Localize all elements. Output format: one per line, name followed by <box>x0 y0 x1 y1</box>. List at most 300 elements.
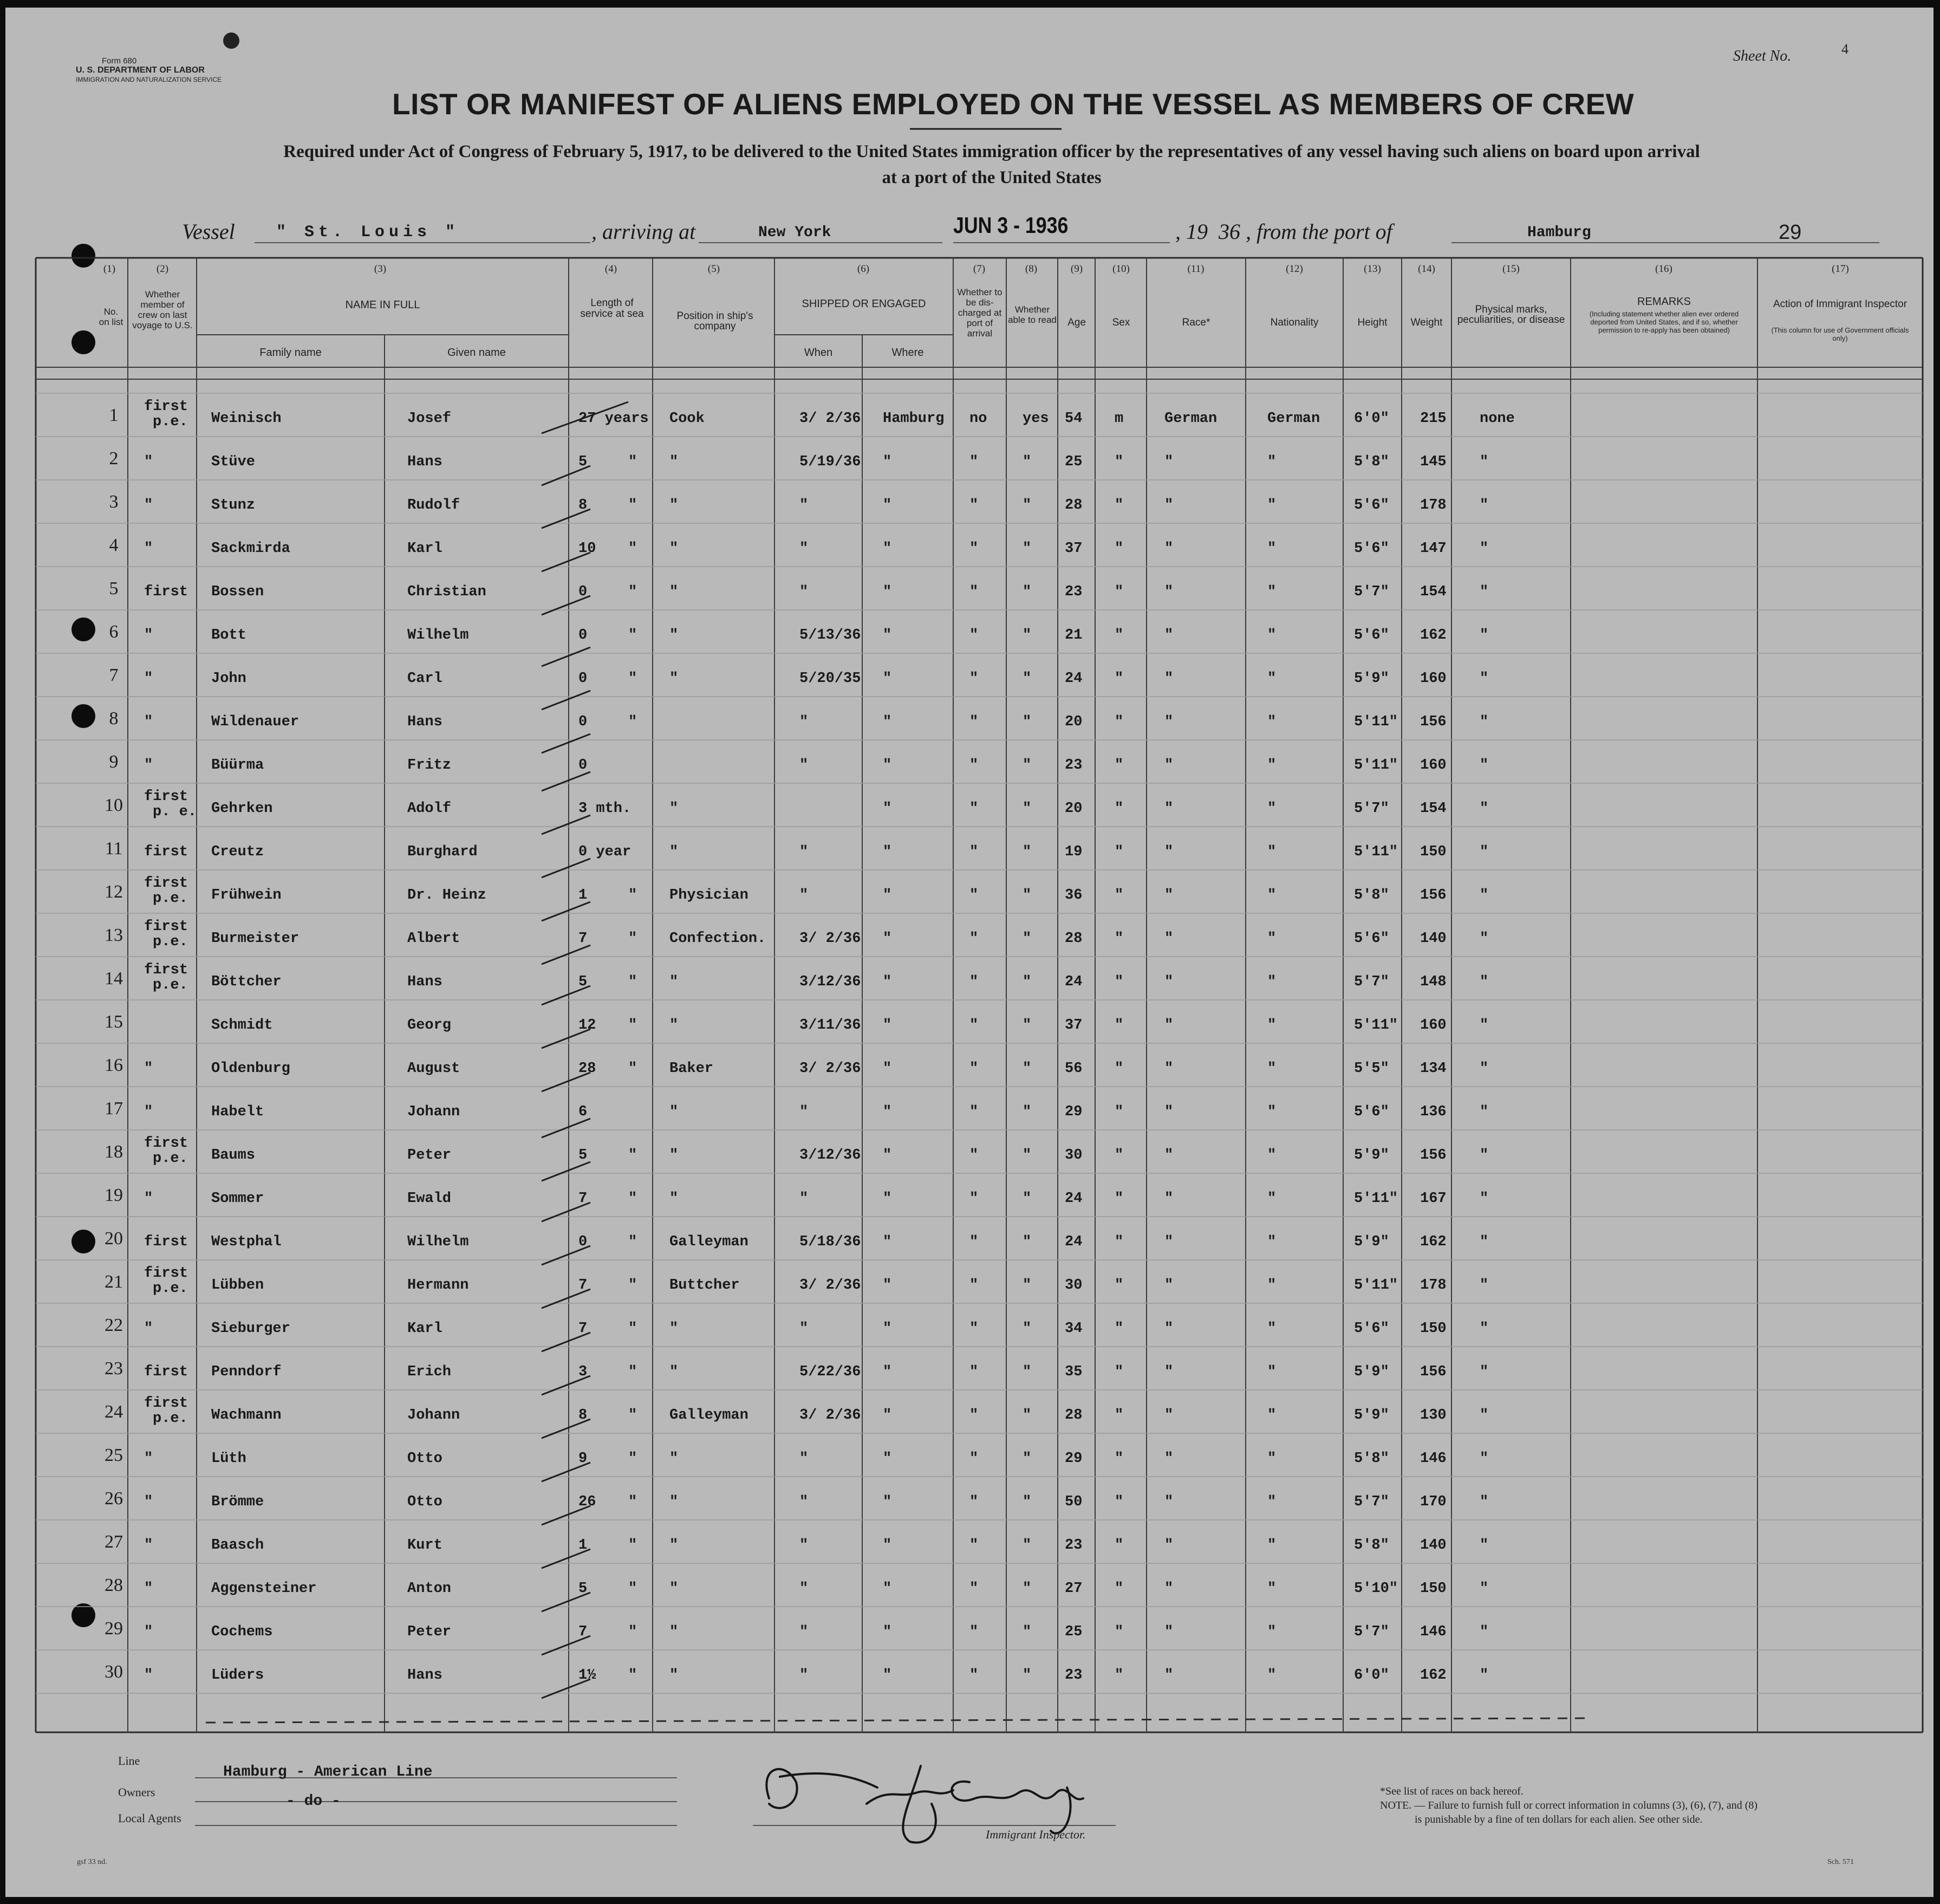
shipped-where: " <box>883 974 892 990</box>
age: 29 <box>1065 1451 1083 1467</box>
col-number: (1) <box>103 263 116 275</box>
physical-marks: " <box>1480 454 1489 470</box>
physical-marks: " <box>1480 757 1489 774</box>
member-last-voyage-port-entry: p. e. <box>153 804 197 820</box>
header-shipped: SHIPPED OR ENGAGED <box>802 298 926 310</box>
family-name: Brömme <box>211 1494 264 1510</box>
row-number: 22 <box>105 1315 123 1335</box>
length-of-service: 28 <box>578 1061 596 1077</box>
header-remarks: REMARKS <box>1637 296 1691 308</box>
given-name: Otto <box>407 1451 442 1467</box>
line-value: Hamburg - American Line <box>223 1764 433 1780</box>
to-be-discharged: " <box>969 887 979 904</box>
sex: " <box>1115 1061 1124 1077</box>
given-name: Ewald <box>407 1191 452 1207</box>
given-name: Hermann <box>407 1277 469 1294</box>
shipped-where: " <box>883 1624 892 1640</box>
height: 5'8" <box>1354 1451 1389 1467</box>
races-note: *See list of races on back hereof. <box>1380 1785 1524 1797</box>
age: 37 <box>1065 1017 1083 1034</box>
position: " <box>669 627 679 644</box>
length-of-service: 7 <box>578 1191 588 1207</box>
length-of-service: 0 <box>578 714 588 730</box>
to-be-discharged: " <box>969 1104 979 1120</box>
able-to-read: " <box>1023 454 1032 470</box>
race: " <box>1164 584 1174 600</box>
weight: 145 <box>1420 454 1447 470</box>
shipped-where: " <box>883 1537 892 1554</box>
age: 28 <box>1065 1407 1083 1424</box>
nationality: " <box>1267 1407 1277 1424</box>
height: 5'7" <box>1354 974 1389 990</box>
age: 50 <box>1065 1494 1083 1510</box>
to-be-discharged: " <box>969 1451 979 1467</box>
family-name: Wildenauer <box>211 714 300 730</box>
age: 20 <box>1065 714 1083 730</box>
height: 5'11" <box>1354 757 1398 774</box>
nationality: " <box>1267 1147 1277 1164</box>
family-name: Lüders <box>211 1667 264 1684</box>
sex: " <box>1115 1234 1124 1250</box>
col-number: (15) <box>1502 263 1520 275</box>
given-name: Johann <box>407 1104 460 1120</box>
able-to-read: " <box>1023 1537 1032 1554</box>
given-name: Adolf <box>407 801 452 817</box>
weight: 154 <box>1420 801 1447 817</box>
sex: m <box>1115 411 1124 427</box>
col-number: (7) <box>973 263 986 275</box>
height: 5'10" <box>1354 1581 1398 1597</box>
given-name: Rudolf <box>407 497 460 514</box>
member-last-voyage-port-entry: p.e. <box>153 977 188 993</box>
race: " <box>1164 1321 1174 1337</box>
member-last-voyage: " <box>144 757 153 774</box>
shipped-when: 3/ 2/36 <box>799 1277 861 1294</box>
weight: 136 <box>1420 1104 1447 1120</box>
shipped-when: 3/12/36 <box>799 1147 861 1164</box>
physical-marks: " <box>1480 714 1489 730</box>
age: 23 <box>1065 1667 1083 1684</box>
shipped-where: " <box>883 1667 892 1684</box>
shipped-when: 5/13/36 <box>799 627 861 644</box>
sex: " <box>1115 974 1124 990</box>
subtitle-line-1: Required under Act of Congress of February 5, 1917, to be delivered to the United States immigration officer by the representatives of any vessel having such aliens on board upon arrival <box>283 142 1700 161</box>
header-given-name: Given name <box>447 347 506 359</box>
family-name: Aggensteiner <box>211 1581 317 1597</box>
to-be-discharged: " <box>969 1191 979 1207</box>
nationality: " <box>1267 1234 1277 1250</box>
position: Confection. <box>669 931 766 947</box>
age: 23 <box>1065 584 1083 600</box>
shipped-where: " <box>883 1494 892 1510</box>
member-last-voyage: " <box>144 627 153 644</box>
able-to-read: " <box>1023 1667 1032 1684</box>
physical-marks: " <box>1480 1191 1489 1207</box>
row-number: 7 <box>109 665 119 685</box>
vessel-name: " St. Louis " <box>276 223 460 242</box>
physical-marks: " <box>1480 1581 1489 1597</box>
service-ditto-mark: " <box>628 1624 637 1640</box>
physical-marks: " <box>1480 1537 1489 1554</box>
able-to-read: " <box>1023 1061 1032 1077</box>
col-number: (2) <box>156 263 169 275</box>
weight: 150 <box>1420 1581 1447 1597</box>
service-ditto-mark: " <box>628 1451 637 1467</box>
family-name: Sackmirda <box>211 541 290 557</box>
age: 25 <box>1065 1624 1083 1640</box>
length-of-service: 27 years <box>578 411 649 427</box>
length-of-service: 5 <box>578 1581 588 1597</box>
sex: " <box>1115 1277 1124 1294</box>
service-ditto-mark: " <box>628 1581 637 1597</box>
race: " <box>1164 1234 1174 1250</box>
sex: " <box>1115 1364 1124 1380</box>
shipped-when: " <box>799 584 809 600</box>
height: 5'9" <box>1354 671 1389 687</box>
weight: 150 <box>1420 1321 1447 1337</box>
nationality: " <box>1267 844 1277 860</box>
shipped-where: " <box>883 1407 892 1424</box>
header-position: Position in ship's company <box>676 310 753 332</box>
row-number: 12 <box>105 882 123 902</box>
age: 36 <box>1065 887 1083 904</box>
age: 24 <box>1065 974 1083 990</box>
service-ditto-mark: " <box>628 1407 637 1424</box>
list-number: 29 <box>1779 221 1802 244</box>
able-to-read: " <box>1023 627 1032 644</box>
header-name-in-full: NAME IN FULL <box>345 299 420 311</box>
length-of-service: 7 <box>578 1321 588 1337</box>
given-name: Carl <box>407 671 442 687</box>
family-name: Böttcher <box>211 974 282 990</box>
length-of-service: 7 <box>578 1277 588 1294</box>
given-name: Hans <box>407 974 442 990</box>
able-to-read: " <box>1023 931 1032 947</box>
shipped-where: " <box>883 671 892 687</box>
family-name: John <box>211 671 246 687</box>
weight: 134 <box>1420 1061 1447 1077</box>
sex: " <box>1115 627 1124 644</box>
family-name: Creutz <box>211 844 264 860</box>
able-to-read: " <box>1023 1234 1032 1250</box>
race: " <box>1164 931 1174 947</box>
weight: 150 <box>1420 844 1447 860</box>
length-of-service: 1½ <box>578 1667 596 1684</box>
race: " <box>1164 1277 1174 1294</box>
service-ditto-mark: " <box>628 454 637 470</box>
row-number: 3 <box>109 492 119 512</box>
shipped-when: " <box>799 541 809 557</box>
age: 28 <box>1065 497 1083 514</box>
physical-marks: " <box>1480 671 1489 687</box>
position: Physician <box>669 887 748 904</box>
member-last-voyage-port-entry: p.e. <box>153 891 188 907</box>
row-number: 9 <box>109 752 119 772</box>
position: " <box>669 497 679 514</box>
able-to-read: " <box>1023 497 1032 514</box>
position: " <box>669 1147 679 1164</box>
position: " <box>669 1191 679 1207</box>
row-number: 14 <box>105 969 123 989</box>
position: " <box>669 1104 679 1120</box>
position: " <box>669 1017 679 1034</box>
given-name: Kurt <box>407 1537 442 1554</box>
member-last-voyage: first <box>144 875 188 892</box>
age: 23 <box>1065 1537 1083 1554</box>
header-action-note: (This column for use of Government officials only) <box>1771 326 1909 342</box>
row-number: 18 <box>105 1142 123 1162</box>
to-be-discharged: " <box>969 454 979 470</box>
nationality: German <box>1267 411 1320 427</box>
sex: " <box>1115 1581 1124 1597</box>
physical-marks: " <box>1480 931 1489 947</box>
age: 37 <box>1065 541 1083 557</box>
sex: " <box>1115 1537 1124 1554</box>
sheet-label: Sheet No. <box>1733 48 1792 64</box>
physical-marks: " <box>1480 844 1489 860</box>
family-name: Baums <box>211 1147 256 1164</box>
family-name: Burmeister <box>211 931 300 947</box>
length-of-service: 7 <box>578 1624 588 1640</box>
header-sex: Sex <box>1112 317 1130 328</box>
length-of-service: 1 <box>578 1537 588 1554</box>
service-ditto-mark: " <box>628 887 637 904</box>
family-name: Frühwein <box>211 887 282 904</box>
nationality: " <box>1267 671 1277 687</box>
given-name: Christian <box>407 584 486 600</box>
to-be-discharged: " <box>969 1321 979 1337</box>
row-number: 16 <box>105 1055 123 1075</box>
height: 5'9" <box>1354 1147 1389 1164</box>
physical-marks: " <box>1480 1667 1489 1684</box>
year-value: 36 <box>1219 219 1240 244</box>
length-of-service: 0 year <box>578 844 632 860</box>
row-number: 26 <box>105 1489 123 1509</box>
length-of-service: 5 <box>578 974 588 990</box>
able-to-read: " <box>1023 1017 1032 1034</box>
given-name: Peter <box>407 1147 452 1164</box>
physical-marks: " <box>1480 974 1489 990</box>
physical-marks: " <box>1480 887 1489 904</box>
able-to-read: " <box>1023 887 1032 904</box>
able-to-read: " <box>1023 714 1032 730</box>
owners-value: - do - <box>286 1793 341 1810</box>
page-title: LIST OR MANIFEST OF ALIENS EMPLOYED ON THE VESSEL AS MEMBERS OF CREW <box>392 87 1635 121</box>
nationality: " <box>1267 757 1277 774</box>
col-number: (17) <box>1832 263 1849 275</box>
row-number: 24 <box>105 1402 123 1422</box>
sex: " <box>1115 887 1124 904</box>
family-name: Schmidt <box>211 1017 273 1034</box>
row-number: 23 <box>105 1359 123 1379</box>
position: " <box>669 974 679 990</box>
row-number: 15 <box>105 1012 123 1032</box>
given-name: Otto <box>407 1494 442 1510</box>
position: " <box>669 584 679 600</box>
weight: 146 <box>1420 1624 1447 1640</box>
header-family-name: Family name <box>259 347 322 359</box>
height: 5'11" <box>1354 714 1398 730</box>
given-name: Erich <box>407 1364 452 1380</box>
to-be-discharged: " <box>969 1667 979 1684</box>
to-be-discharged: " <box>969 931 979 947</box>
nationality: " <box>1267 1537 1277 1554</box>
sex: " <box>1115 1191 1124 1207</box>
weight: 140 <box>1420 1537 1447 1554</box>
member-last-voyage: first <box>144 1395 188 1412</box>
weight: 162 <box>1420 1234 1447 1250</box>
weight: 178 <box>1420 497 1447 514</box>
height: 5'6" <box>1354 627 1389 644</box>
physical-marks: none <box>1480 411 1515 427</box>
physical-marks: " <box>1480 801 1489 817</box>
row-number: 30 <box>105 1662 123 1682</box>
race: " <box>1164 1061 1174 1077</box>
nationality: " <box>1267 454 1277 470</box>
physical-marks: " <box>1480 1017 1489 1034</box>
to-be-discharged: " <box>969 497 979 514</box>
family-name: Bott <box>211 627 246 644</box>
weight: 156 <box>1420 714 1447 730</box>
shipped-when: " <box>799 1537 809 1554</box>
shipped-where: " <box>883 1061 892 1077</box>
sex: " <box>1115 844 1124 860</box>
member-last-voyage: first <box>144 844 188 860</box>
service-ditto-mark: " <box>628 671 637 687</box>
family-name: Bossen <box>211 584 264 600</box>
family-name: Gehrken <box>211 801 273 817</box>
able-to-read: " <box>1023 1191 1032 1207</box>
nationality: " <box>1267 801 1277 817</box>
position: " <box>669 1494 679 1510</box>
height: 5'8" <box>1354 887 1389 904</box>
to-be-discharged: " <box>969 1277 979 1294</box>
sex: " <box>1115 757 1124 774</box>
position: Cook <box>669 411 705 427</box>
member-last-voyage: first <box>144 1135 188 1152</box>
race: " <box>1164 1017 1174 1034</box>
to-be-discharged: " <box>969 1624 979 1640</box>
height: 5'6" <box>1354 541 1389 557</box>
given-name: Anton <box>407 1581 452 1597</box>
nationality: " <box>1267 1624 1277 1640</box>
row-number: 8 <box>109 709 119 729</box>
sex: " <box>1115 801 1124 817</box>
weight: 130 <box>1420 1407 1447 1424</box>
height: 5'11" <box>1354 1017 1398 1034</box>
shipped-where: " <box>883 497 892 514</box>
race: " <box>1164 1667 1174 1684</box>
race: " <box>1164 887 1174 904</box>
physical-marks: " <box>1480 541 1489 557</box>
family-name: Lüth <box>211 1451 246 1467</box>
member-last-voyage: " <box>144 1321 153 1337</box>
member-last-voyage: first <box>144 584 188 600</box>
to-be-discharged: " <box>969 714 979 730</box>
position: " <box>669 671 679 687</box>
member-last-voyage-port-entry: p.e. <box>153 1281 188 1297</box>
to-be-discharged: " <box>969 1017 979 1034</box>
weight: 170 <box>1420 1494 1447 1510</box>
shipped-when: " <box>799 1667 809 1684</box>
sex: " <box>1115 1667 1124 1684</box>
row-number: 21 <box>105 1272 123 1292</box>
given-name: Fritz <box>407 757 452 774</box>
service-ditto-mark: " <box>628 1364 637 1380</box>
position: " <box>669 1321 679 1337</box>
physical-marks: " <box>1480 1624 1489 1640</box>
header-no-on-list: No. on list <box>99 307 123 327</box>
shipped-when: " <box>799 844 809 860</box>
able-to-read: " <box>1023 1147 1032 1164</box>
position: Buttcher <box>669 1277 740 1294</box>
shipped-when: " <box>799 1581 809 1597</box>
col-number: (4) <box>604 263 617 275</box>
height: 5'11" <box>1354 1277 1398 1294</box>
race: " <box>1164 1104 1174 1120</box>
to-be-discharged: " <box>969 584 979 600</box>
length-of-service: 10 <box>578 541 596 557</box>
shipped-where: " <box>883 714 892 730</box>
weight: 148 <box>1420 974 1447 990</box>
sex: " <box>1115 454 1124 470</box>
race: " <box>1164 627 1174 644</box>
shipped-when: " <box>799 1191 809 1207</box>
race: " <box>1164 454 1174 470</box>
position: " <box>669 541 679 557</box>
shipped-where: " <box>883 887 892 904</box>
nationality: " <box>1267 1667 1277 1684</box>
weight: 156 <box>1420 1364 1447 1380</box>
race: " <box>1164 1191 1174 1207</box>
service-ditto-mark: " <box>628 714 637 730</box>
to-be-discharged: " <box>969 1537 979 1554</box>
height: 5'6" <box>1354 1321 1389 1337</box>
sex: " <box>1115 1494 1124 1510</box>
service-ditto-mark: " <box>628 931 637 947</box>
given-name: August <box>407 1061 460 1077</box>
given-name: Albert <box>407 931 460 947</box>
col-number: (5) <box>707 263 720 275</box>
race: " <box>1164 974 1174 990</box>
length-of-service: 0 <box>578 1234 588 1250</box>
nationality: " <box>1267 541 1277 557</box>
shipped-where: " <box>883 1364 892 1380</box>
physical-marks: " <box>1480 1407 1489 1424</box>
service-ditto-mark: " <box>628 1147 637 1164</box>
family-name: Baasch <box>211 1537 264 1554</box>
shipped-when: 3/ 2/36 <box>799 1407 861 1424</box>
service-ditto-mark: " <box>628 1234 637 1250</box>
height: 5'8" <box>1354 454 1389 470</box>
to-be-discharged: " <box>969 1407 979 1424</box>
header-able-read: Whether able to read <box>1008 304 1057 325</box>
given-name: Karl <box>407 1321 442 1337</box>
service-ditto-mark: " <box>628 1494 637 1510</box>
able-to-read: " <box>1023 1494 1032 1510</box>
position: " <box>669 1364 679 1380</box>
age: 23 <box>1065 757 1083 774</box>
row-number: 10 <box>105 795 123 815</box>
height: 5'7" <box>1354 584 1389 600</box>
from-port-label: , from the port of <box>1246 219 1392 244</box>
to-be-discharged: " <box>969 801 979 817</box>
to-be-discharged: " <box>969 627 979 644</box>
nationality: " <box>1267 1321 1277 1337</box>
vessel-label: Vessel <box>182 219 235 244</box>
length-of-service: 1 <box>578 887 588 904</box>
member-last-voyage: " <box>144 1061 153 1077</box>
